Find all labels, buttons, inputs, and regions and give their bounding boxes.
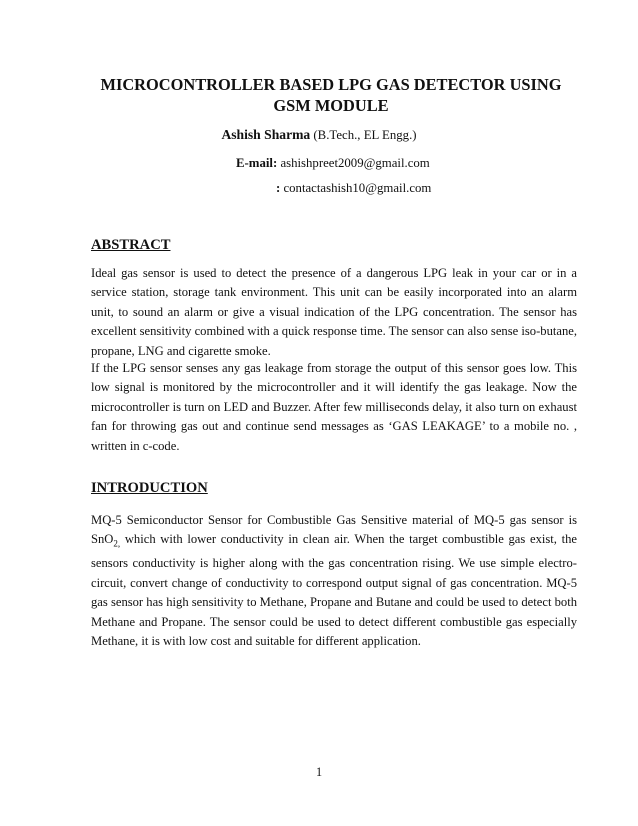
formula-subscript: 2,: [113, 538, 121, 549]
email-secondary-prefix: :: [276, 181, 281, 195]
email-secondary: contactashish10@gmail.com: [283, 181, 432, 195]
email-line-secondary: [276, 180, 431, 196]
paper-title: MICROCONTROLLER BASED LPG GAS DETECTOR USING GSM MODULE: [100, 75, 562, 115]
email-line-primary: [236, 155, 430, 171]
introduction-paragraph: [91, 511, 577, 651]
email-primary: ashishpreet2009@gmail.com: [280, 156, 430, 170]
author-name: Ashish Sharma: [221, 127, 311, 142]
author-line: [0, 127, 638, 143]
abstract-paragraph-1: Ideal gas sensor is used to detect the presence of a dangerous LPG leak in your car or in a service station, storage tank environment. This unit can be easily incorporated into an alarm unit, to sound an alarm or give a visual indication of the LPG concentration. The sensor has excellent sensitivity combined with a quick response time. The sensor can also sense iso-butane, propane, LNG and cigarette smoke.: [91, 266, 577, 358]
introduction-heading: INTRODUCTION: [91, 480, 208, 496]
email-label: E-mail:: [236, 156, 278, 170]
intro-text-part-1: MQ-5 Semiconductor Sensor for Combustible Gas Sensitive material of MQ-5 gas sensor is SnO: [91, 513, 577, 547]
intro-text-part-2: which with lower conductivity in clean air. When the target combustible gas exist, the sensors conductivity is higher along with the gas concentration rising. We use simple electro-circuit, convert change of conductivity to correspond output signal of gas concentration. MQ-5 gas sensor has high sensitivity to Methane, Propane and Butane and could be used to detect both Methane and Propane. The sensor could be used to detect different combustible gas especially Methane, it is with low cost and suitable for different application.: [91, 532, 577, 648]
author-credentials: (B.Tech., EL Engg.): [313, 128, 417, 142]
page-number: 1: [315, 765, 323, 779]
abstract-heading: ABSTRACT: [91, 237, 171, 253]
abstract-paragraph-2: If the LPG sensor senses any gas leakage from storage the output of this sensor goes low. This low signal is monitored by the microcontroller and it will identify the gas leakage. Now the microcontroller is turn on LED and Buzzer. After few milliseconds delay, it also turn on exhaust fan for throwing gas out and continue send messages as ‘GAS LEAKAGE’ to a mobile no. , written in c-code.: [91, 361, 577, 453]
